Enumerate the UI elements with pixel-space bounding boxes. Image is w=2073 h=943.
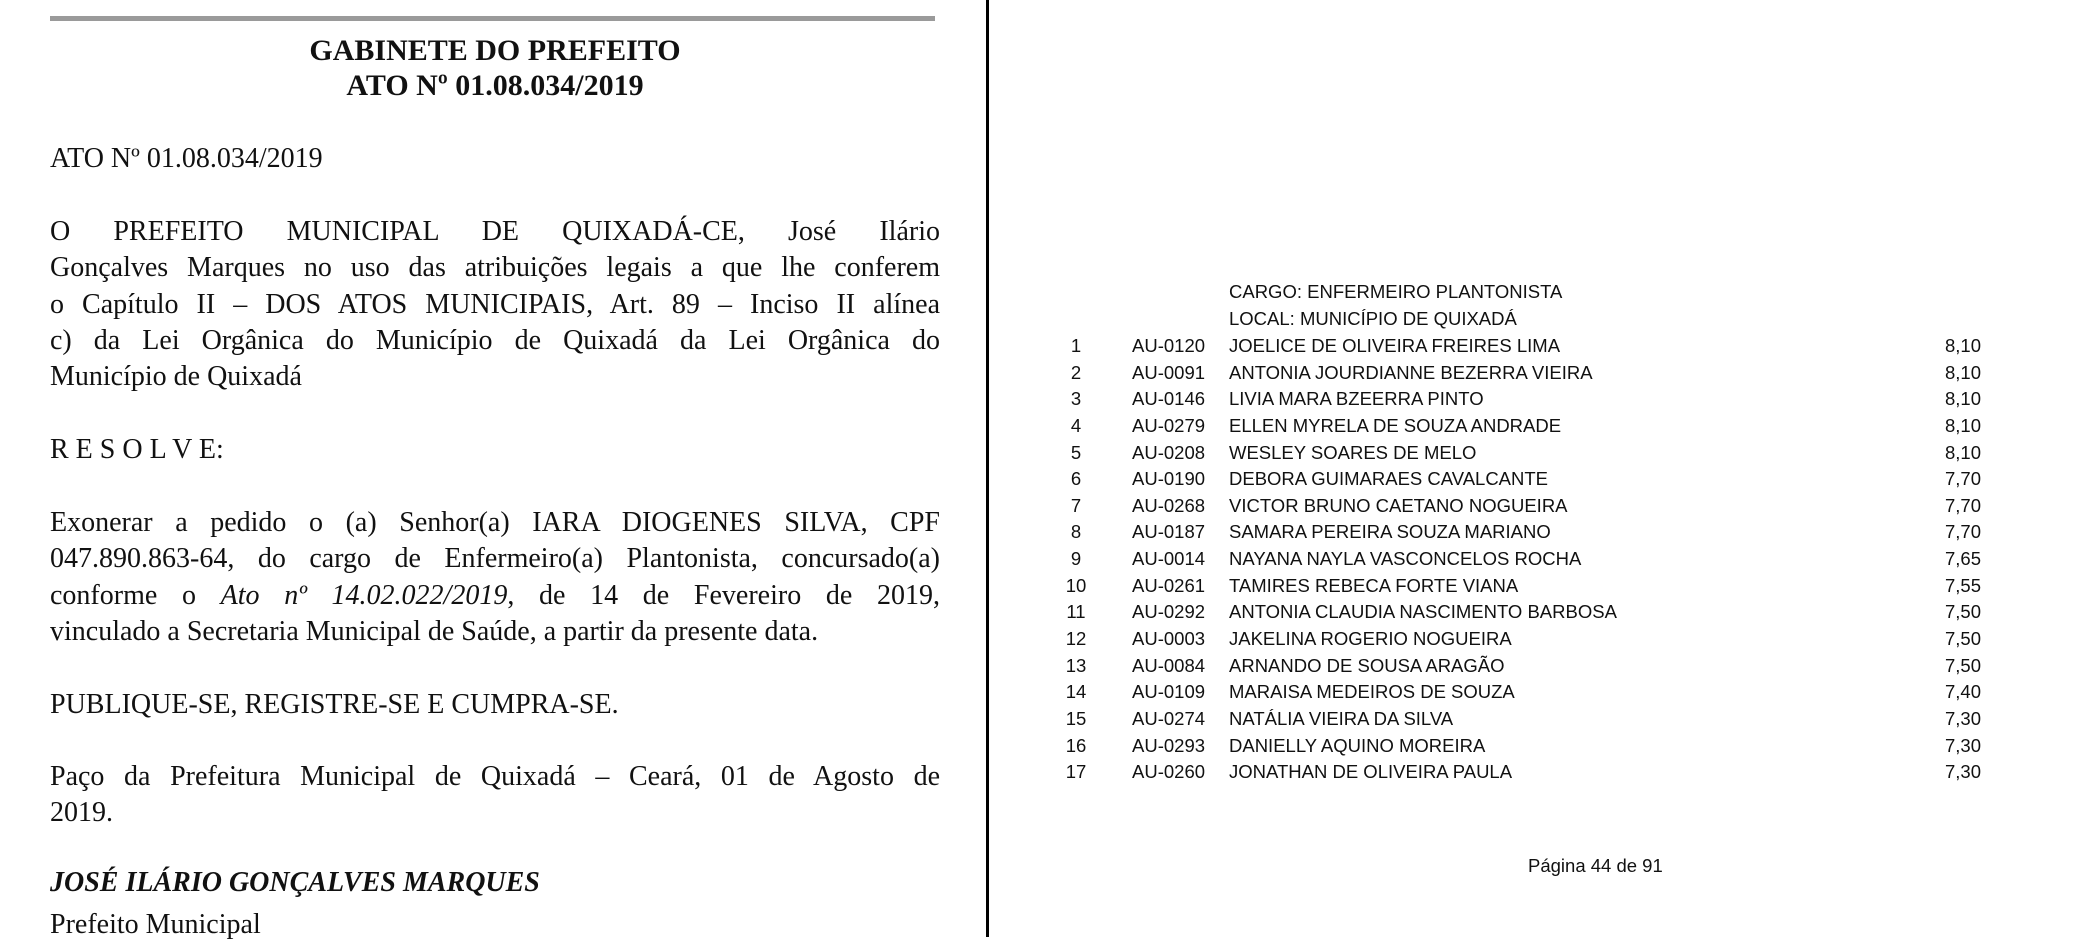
resolution-paragraph bbox=[50, 505, 940, 650]
candidate-score: 7,40 bbox=[1945, 681, 1982, 703]
preamble-line: O PREFEITO MUNICIPAL DE QUIXADÁ-CE, José Ilário bbox=[50, 216, 940, 247]
table-row bbox=[1060, 360, 2020, 387]
place-date-paragraph bbox=[50, 759, 940, 832]
candidate-name: JAKELINA ROGERIO NOGUEIRA bbox=[1229, 628, 1512, 650]
table-row bbox=[1060, 386, 2020, 413]
candidate-name: NATÁLIA VIEIRA DA SILVA bbox=[1229, 707, 1454, 729]
candidate-name: DANIELLY AQUINO MOREIRA bbox=[1229, 734, 1486, 756]
candidate-code: AU-0014 bbox=[1132, 548, 1206, 570]
candidate-code: AU-0274 bbox=[1132, 707, 1206, 729]
rank-position: 12 bbox=[1065, 628, 1087, 650]
signatory-name: JOSÉ ILÁRIO GONÇALVES MARQUES bbox=[50, 867, 540, 898]
candidate-name: WESLEY SOARES DE MELO bbox=[1229, 441, 1477, 463]
publish-statement: PUBLIQUE-SE, REGISTRE-SE E CUMPRA-SE. bbox=[50, 689, 619, 720]
candidate-code: AU-0109 bbox=[1132, 681, 1206, 703]
candidate-score: 8,10 bbox=[1945, 335, 1982, 356]
table-row bbox=[1060, 546, 2020, 573]
candidate-name: ANTONIA JOURDIANNE BEZERRA VIEIRA bbox=[1229, 361, 1593, 383]
candidate-name: ELLEN MYRELA DE SOUZA ANDRADE bbox=[1229, 414, 1562, 436]
rank-position: 9 bbox=[1070, 548, 1082, 570]
candidate-code: AU-0268 bbox=[1132, 494, 1206, 516]
table-row bbox=[1060, 519, 2020, 546]
table-row bbox=[1060, 440, 2020, 467]
candidate-score: 7,30 bbox=[1945, 707, 1982, 729]
rank-position: 10 bbox=[1065, 574, 1087, 596]
rank-position: 8 bbox=[1070, 521, 1082, 543]
table-row bbox=[1060, 599, 2020, 626]
table-row bbox=[1060, 626, 2020, 653]
resolution-line: vinculado a Secretaria Municipal de Saúde, a partir da presente data. bbox=[50, 615, 819, 647]
candidate-score: 7,65 bbox=[1945, 548, 1982, 570]
table-row bbox=[1060, 413, 2020, 440]
candidate-code: AU-0146 bbox=[1132, 388, 1206, 410]
resolution-line: 047.890.863-64, do cargo de Enfermeiro(a) Plantonista, concursado(a) bbox=[50, 543, 940, 575]
ranking-table bbox=[1060, 333, 2020, 786]
candidate-score: 8,10 bbox=[1945, 441, 1982, 463]
resolution-line bbox=[50, 578, 940, 614]
candidate-code: AU-0190 bbox=[1132, 468, 1206, 490]
candidate-name: MARAISA MEDEIROS DE SOUZA bbox=[1229, 681, 1515, 703]
candidate-score: 7,30 bbox=[1945, 734, 1982, 756]
act-reference: Ato nº 14.02.022/2019 bbox=[220, 579, 508, 611]
act-number: ATO Nº 01.08.034/2019 bbox=[50, 143, 323, 174]
preamble-line: Município de Quixadá bbox=[50, 361, 302, 393]
candidate-score: 7,70 bbox=[1945, 494, 1982, 516]
candidate-score: 7,30 bbox=[1945, 761, 1982, 783]
candidate-code: AU-0120 bbox=[1132, 335, 1206, 356]
page-number: Página 44 de 91 bbox=[1528, 855, 1663, 876]
rank-position: 14 bbox=[1065, 681, 1087, 703]
rank-position: 2 bbox=[1070, 361, 1082, 383]
candidate-name: SAMARA PEREIRA SOUZA MARIANO bbox=[1229, 521, 1551, 543]
table-row bbox=[1060, 573, 2020, 600]
candidate-name: JONATHAN DE OLIVEIRA PAULA bbox=[1229, 761, 1513, 783]
preamble-paragraph bbox=[50, 214, 940, 395]
candidate-score: 7,50 bbox=[1945, 628, 1982, 650]
resolve-heading: R E S O L V E: bbox=[50, 434, 224, 465]
candidate-code: AU-0091 bbox=[1132, 361, 1206, 383]
candidate-code: AU-0261 bbox=[1132, 574, 1206, 596]
resolution-text: , de 14 de Fevereiro de 2019, bbox=[507, 579, 940, 611]
table-row bbox=[1060, 493, 2020, 520]
place-date-line: Paço da Prefeitura Municipal de Quixadá – Ceará, 01 de Agosto de bbox=[50, 761, 940, 792]
resolution-text: conforme o bbox=[50, 579, 221, 611]
table-row bbox=[1060, 653, 2020, 680]
candidate-score: 8,10 bbox=[1945, 388, 1982, 410]
rank-position: 6 bbox=[1070, 468, 1082, 490]
header-title: GABINETE DO PREFEITO bbox=[309, 34, 681, 67]
local-label: LOCAL: MUNICÍPIO DE QUIXADÁ bbox=[1229, 308, 1517, 329]
signatory-role: Prefeito Municipal bbox=[50, 909, 261, 940]
rank-position: 11 bbox=[1066, 601, 1086, 623]
candidate-code: AU-0208 bbox=[1132, 441, 1206, 463]
candidate-code: AU-0279 bbox=[1132, 414, 1206, 436]
preamble-line: Gonçalves Marques no uso das atribuições legais a que lhe conferem bbox=[50, 252, 940, 284]
candidate-code: AU-0293 bbox=[1132, 734, 1206, 756]
table-row bbox=[1060, 466, 2020, 493]
candidate-name: TAMIRES REBECA FORTE VIANA bbox=[1229, 574, 1519, 596]
table-row bbox=[1060, 333, 2020, 360]
table-row bbox=[1060, 679, 2020, 706]
candidate-code: AU-0187 bbox=[1132, 521, 1206, 543]
candidate-code: AU-0260 bbox=[1132, 761, 1206, 783]
rank-position: 16 bbox=[1065, 734, 1087, 756]
candidate-score: 8,10 bbox=[1945, 361, 1982, 383]
candidate-name: DEBORA GUIMARAES CAVALCANTE bbox=[1229, 468, 1549, 490]
candidate-score: 7,55 bbox=[1945, 574, 1982, 596]
candidate-code: AU-0084 bbox=[1132, 654, 1206, 676]
rank-position: 5 bbox=[1070, 441, 1082, 463]
candidate-score: 8,10 bbox=[1945, 414, 1982, 436]
rank-position: 13 bbox=[1065, 654, 1087, 676]
rank-position: 4 bbox=[1070, 414, 1082, 436]
resolution-line: Exonerar a pedido o (a) Senhor(a) IARA DIOGENES SILVA, CPF bbox=[50, 507, 940, 538]
cargo-label: CARGO: ENFERMEIRO PLANTONISTA bbox=[1229, 281, 1563, 302]
rank-position: 1 bbox=[1070, 335, 1082, 356]
candidate-score: 7,50 bbox=[1945, 601, 1982, 623]
place-date-line: 2019. bbox=[50, 797, 113, 829]
rank-position: 17 bbox=[1065, 761, 1087, 783]
table-row bbox=[1060, 759, 2020, 786]
candidate-name: NAYANA NAYLA VASCONCELOS ROCHA bbox=[1229, 548, 1582, 570]
header-rule bbox=[50, 16, 935, 21]
table-row bbox=[1060, 706, 2020, 733]
candidate-name: JOELICE DE OLIVEIRA FREIRES LIMA bbox=[1229, 335, 1561, 356]
candidate-code: AU-0003 bbox=[1132, 628, 1206, 650]
candidate-score: 7,70 bbox=[1945, 468, 1982, 490]
rank-position: 3 bbox=[1070, 388, 1082, 410]
candidate-score: 7,70 bbox=[1945, 521, 1982, 543]
candidate-name: LIVIA MARA BZEERRA PINTO bbox=[1229, 388, 1484, 410]
candidate-score: 7,50 bbox=[1945, 654, 1982, 676]
candidate-code: AU-0292 bbox=[1132, 601, 1206, 623]
rank-position: 7 bbox=[1070, 494, 1082, 516]
table-row bbox=[1060, 733, 2020, 760]
candidate-name: ARNANDO DE SOUSA ARAGÃO bbox=[1229, 654, 1505, 676]
preamble-line: c) da Lei Orgânica do Município de Quixadá da Lei Orgânica do bbox=[50, 324, 940, 356]
page-divider bbox=[986, 0, 989, 937]
rank-position: 15 bbox=[1065, 707, 1087, 729]
preamble-line: o Capítulo II – DOS ATOS MUNICIPAIS, Art. 89 – Inciso II alínea bbox=[50, 288, 940, 320]
header-act-number: ATO Nº 01.08.034/2019 bbox=[346, 69, 644, 102]
candidate-name: VICTOR BRUNO CAETANO NOGUEIRA bbox=[1229, 494, 1568, 516]
candidate-name: ANTONIA CLAUDIA NASCIMENTO BARBOSA bbox=[1229, 601, 1617, 623]
